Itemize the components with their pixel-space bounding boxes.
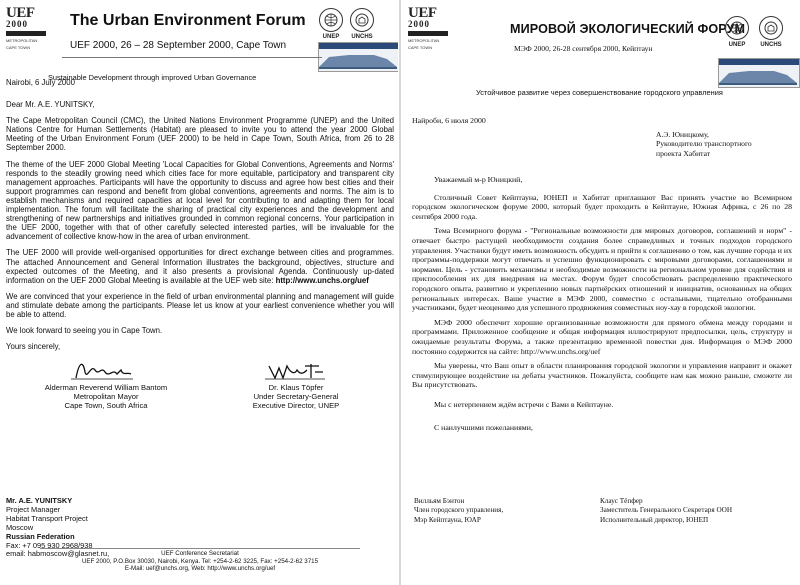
unchs-logo-ru [758, 16, 784, 48]
closing: Yours sincerely, [6, 342, 61, 352]
recipient-fax: Fax: +7 095 930 2968/938 [6, 540, 93, 550]
uef-logo-text: UEF [408, 5, 437, 21]
cape-metropolitan-council-logo [318, 42, 398, 72]
unep-logo-ru [724, 16, 750, 48]
recipient-name: Mr. A.E. YUNITSKY [6, 496, 73, 505]
secretariat-name: UEF Conference Secretariat [161, 550, 239, 557]
signatory-name: Alderman Reverend William Bantom [44, 383, 168, 393]
uef-logo-year: 2000 [408, 19, 430, 29]
logo-city-text: CAPE TOWN [408, 45, 433, 50]
unchs-label: UNCHS [351, 34, 373, 40]
unep-emblem-icon [319, 8, 343, 32]
unchs-emblem-icon [350, 8, 374, 32]
salutation: Dear Mr. A.E. YUNITSKY, [6, 100, 95, 110]
unchs-logo [349, 8, 375, 40]
addressee-ru [656, 130, 752, 158]
forum-subtitle: UEF 2000, 26 – 28 September 2000, Cape Town [70, 40, 287, 51]
signatory-position: Исполнительный директор, ЮНЕП [600, 515, 709, 524]
signatory-name: Dr. Klaus Töpfer [268, 383, 324, 393]
signatory-name: Клаус Тёпфер [600, 497, 643, 505]
uef-2000-logo-ru [408, 6, 452, 62]
unep-label: UNEP [728, 42, 746, 48]
signatory-topfer-ru [600, 497, 732, 525]
unep-label: UNEP [322, 34, 340, 40]
signatory-title: Metropolitan Mayor [73, 392, 139, 402]
paragraph-3-ru: МЭФ 2000 обеспечит хорошие организованные возможности для прямого обмена между городами и программами. Приложенное сообщение и общая информация иллюстрируют предпосылки, цель, структуру и ожидаемые результаты Форума, а также презентацию временной повестки дня. Информация о МЭФ 2000 постоянно содержится на сайте: http://www.unchs.org/uef [412, 317, 792, 356]
paragraph-2-ru: Тема Всемирного форума - "Региональные возможности для мировых договоров, соглашений и норм" - отвечает быстро растущей необходимости создания более справедливых и точных подходов городского управления. Участники будут иметь возможность обсудить и прийти к соглашению о том, как лучшие города и их программы-поддержки могут отвечать и успешно функционировать с мировыми договорами, соглашениями и нормами. Цель - установить механизмы и необходимые возможности на региональном уровне для содействия и приспособления их для внедрения на местах. Форум будет способствовать распределению практического городского опыта, развитию и укреплению новых партнёрских отношений и инициатив, основанных на общих региональных интересах. Ваше участие в МЭФ 2000, совместно с остальными, тщательно отобранными участниками, будет неоценимо для успешного продвижения совместных ноу-хау в городской экологии. [412, 226, 792, 313]
forum-title: The Urban Environment Forum [70, 12, 306, 29]
unep-logo [318, 8, 344, 40]
forum-subtitle-ru: МЭФ 2000, 26-28 сентября 2000, Кейптаун [514, 44, 653, 53]
paragraph-2: The theme of the UEF 2000 Global Meeting 'Local Capacities for Global Conventions, Agreements and Norms' responds to the steadily growing need which cities face for more equitable, participatory and transparent city management approaches. Participants will have the opportunity to discuss and agree how best cities and their support programmes can respond and benefit from global conventions, agreements and norms. The aim is to establish mechanisms and required capacities at local level for contributing to and adapting them for local implementation. The forum will facilitate the sharing of practical city experiences and the development and strengthening of new partnerships and initiatives grounded in common regional concerns. Your participation in the UEF 2000, together with that of other carefully selected interested parties, will be invaluable for the advancement of collective know-how in the area of urban environment. [6, 159, 394, 242]
signatory-title: Член городского управления, [414, 506, 504, 515]
addressee-line-1: А.Э. Юницкому, [656, 130, 709, 139]
recipient-line-1: Project Manager [6, 504, 61, 514]
website-link[interactable]: http://www.unchs.org/uef [275, 275, 369, 285]
logo-city-text: CAPE TOWN [6, 45, 31, 50]
secretariat-address: UEF 2000, P.O.Box 30030, Nairobi, Kenya. Tel: +254-2-62 3225, Fax: +254-2-62 3715 [81, 557, 319, 565]
recipient-line-2: Habitat Transport Project [6, 513, 88, 523]
forum-tagline-ru: Устойчивое развитие через совершенствование городского управления [476, 88, 723, 97]
signatory-topfer [216, 358, 376, 410]
forum-tagline: Sustainable Development through improved Urban Governance [48, 73, 257, 82]
paragraph-4: We are convinced that your experience in the field of urban environmental planning and management will guide and stimulate debate among the participants. Please let us know at your earliest convenience whether you will be able to attend. [6, 291, 394, 319]
addressee-line-2: Руководителю транспортного [656, 139, 752, 149]
table-mountain-icon [719, 65, 797, 85]
secretariat-footer [20, 550, 380, 573]
signatory-position: Executive Director, UNEP [252, 401, 340, 411]
signatory-bantom-ru [414, 497, 503, 525]
paragraph-4-ru: Мы уверены, что Ваш опыт в области планирования городской экологии и управления направит и окажет стимулирующее воздействие на дебаты участников. Пожалуйста, сообщите нам как можно раньше, сможете ли Вы присутствовать. [412, 361, 792, 390]
logo-metro-text: METROPOLITAN [6, 38, 38, 43]
table-mountain-icon [319, 49, 397, 69]
signatory-bantom [26, 358, 186, 410]
signature-block [6, 358, 394, 430]
english-letter-page [0, 0, 398, 585]
signature-bantom [61, 358, 151, 382]
recipient-country: Russian Federation [6, 531, 75, 541]
closing-regards-ru: С наилучшими пожеланиями, [434, 423, 533, 433]
secretariat-web: E-Mail: uef@unchs.org, Web: http://www.unchs.org/uef [124, 565, 276, 573]
paragraph-5: We look forward to seeing you in Cape Town. [6, 326, 163, 336]
signatory-position: Мэр Кейптауна, ЮАР [414, 515, 481, 524]
unchs-emblem-icon [759, 16, 783, 40]
letter-body-ru [412, 175, 792, 438]
recipient-line-3: Moscow [6, 522, 34, 532]
recipient-email: email: habmoscow@glasnet.ru, [6, 549, 110, 559]
closing-hope-ru: Мы с нетерпением ждём встречи с Вами в Кейптауне. [434, 399, 614, 409]
signatory-title: Заместитель Генерального Секретаря ООН [600, 506, 733, 515]
signature-topfer [251, 358, 341, 382]
paragraph-1: The Cape Metropolitan Council (CMC), the United Nations Environment Programme (UNEP) and the United Nations Centre for Human Settlements (Habitat) are pleased to invite you to attend the year 2000 Global Meeting of the Urban Environment Forum (UEF 2000) to be held in Cape Town, South Africa, from 26 to 28 September 2000. [6, 116, 394, 153]
logo-metro-text: METROPOLITAN [408, 38, 440, 43]
signatory-location: Cape Town, South Africa [64, 401, 148, 411]
paragraph-3 [6, 248, 394, 284]
paragraph-3-text: The UEF 2000 will provide well-organised opportunities for direct exchange between cities and programmes. The attached Announcement and General Information illustrates the background, objectives, structure and expected outcomes of the Meeting, and it also presents a provisional Agenda. Continuously up-dated information on the UEF 2000 Global Meeting is available at the UEF web site: [6, 248, 394, 285]
header-divider [62, 57, 322, 58]
page-gap [399, 0, 401, 585]
paragraph-1-ru: Столичный Совет Кейптауна, ЮНЕП и Хабитат приглашают Вас принять участие во Всемирном городском экологическом форуме 2000, который будет проходить в Кейптауне, Южная Африка, с 26 по 28 сентября 2000 года. [412, 192, 792, 221]
footer-divider [40, 548, 360, 549]
forum-title-ru: МИРОВОЙ ЭКОЛОГИЧЕСКИЙ ФОРУМ [510, 22, 746, 36]
russian-letter-page [402, 0, 800, 585]
uef-logo-text: UEF [6, 5, 35, 21]
uef-logo-year: 2000 [6, 19, 28, 29]
logo-band [408, 31, 448, 36]
letter-date-ru: Найроби, 6 июля 2000 [412, 116, 486, 125]
letter-date: Nairobi, 6 July 2000 [6, 78, 75, 87]
signatory-title: Under Secretary-General [253, 392, 339, 402]
addressee-line-3: проекта Хабитат [656, 148, 711, 158]
unep-emblem-icon [725, 16, 749, 40]
salutation-ru: Уважаемый м-р Юницкий, [434, 175, 523, 184]
uef-2000-logo [6, 6, 50, 62]
signatory-name: Вилльям Бэнтон [414, 497, 465, 505]
letter-body [6, 78, 394, 430]
logo-band [6, 31, 46, 36]
unchs-label: UNCHS [760, 42, 782, 48]
cape-metropolitan-council-logo-ru [718, 58, 800, 88]
